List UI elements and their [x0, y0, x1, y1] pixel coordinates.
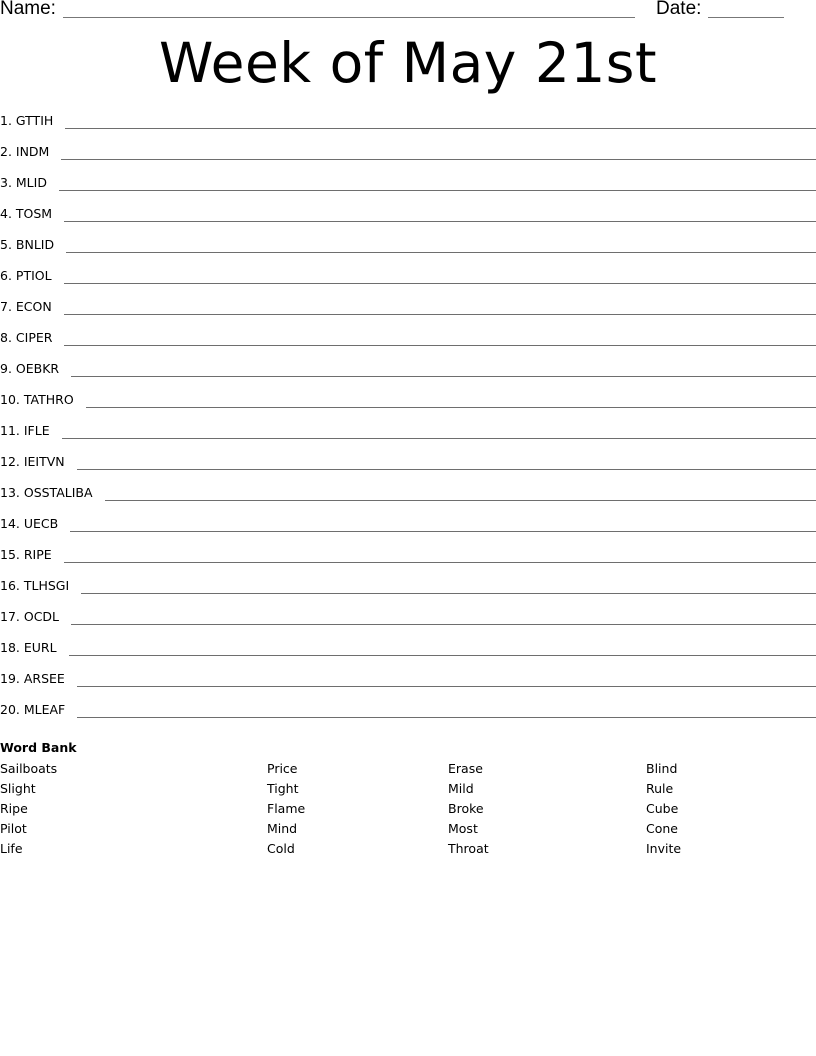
name-label: Name: — [0, 0, 56, 19]
word-bank-word: Broke — [448, 801, 484, 816]
word-bank-word: Erase — [448, 761, 483, 776]
scramble-row — [0, 701, 816, 732]
word-bank-word: Mild — [448, 781, 474, 796]
scrambled-word: 12. IEITVN — [0, 454, 65, 469]
word-bank-word: Price — [267, 761, 298, 776]
scrambled-word: 10. TATHRO — [0, 392, 74, 407]
word-bank-word: Invite — [646, 841, 682, 856]
word-bank-word: Cone — [646, 821, 678, 836]
scrambled-word: 15. RIPE — [0, 547, 52, 562]
answer-line[interactable] — [64, 546, 816, 563]
scramble-row — [0, 670, 816, 701]
scramble-row — [0, 329, 816, 360]
answer-line[interactable] — [71, 608, 816, 625]
scrambled-word: 3. MLID — [0, 175, 47, 190]
word-bank-column — [0, 759, 57, 859]
word-bank-grid — [0, 757, 816, 867]
scrambled-word: 1. GTTIH — [0, 113, 54, 128]
word-bank-word: Slight — [0, 781, 36, 796]
scrambled-word: 2. INDM — [0, 144, 50, 159]
scrambled-word: 18. EURL — [0, 640, 57, 655]
answer-line[interactable] — [64, 298, 816, 315]
answer-line[interactable] — [86, 391, 816, 408]
word-bank — [0, 739, 816, 867]
scramble-row — [0, 515, 816, 546]
scramble-row — [0, 360, 816, 391]
word-bank-word: Mind — [267, 821, 298, 836]
word-bank-word: Flame — [267, 801, 306, 816]
worksheet-header — [0, 0, 816, 22]
answer-line[interactable] — [64, 329, 816, 346]
word-bank-word: Blind — [646, 761, 678, 776]
scramble-row — [0, 143, 816, 174]
scrambled-word: 16. TLHSGI — [0, 578, 70, 593]
scramble-row — [0, 174, 816, 205]
scramble-row — [0, 236, 816, 267]
answer-line[interactable] — [77, 701, 816, 718]
scrambled-word: 7. ECON — [0, 299, 52, 314]
word-bank-word: Rule — [646, 781, 674, 796]
scrambled-word: 19. ARSEE — [0, 671, 65, 686]
scrambled-word: 4. TOSM — [0, 206, 53, 221]
answer-line[interactable] — [64, 205, 816, 222]
word-bank-word: Cube — [646, 801, 679, 816]
answer-line[interactable] — [71, 360, 816, 377]
word-bank-word: Cold — [267, 841, 295, 856]
scrambled-word: 9. OEBKR — [0, 361, 60, 376]
answer-line[interactable] — [81, 577, 816, 594]
scramble-row — [0, 267, 816, 298]
word-bank-word: Most — [448, 821, 478, 836]
scramble-row — [0, 484, 816, 515]
scramble-row — [0, 546, 816, 577]
scramble-row — [0, 298, 816, 329]
word-bank-word: Pilot — [0, 821, 27, 836]
scrambled-word: 11. IFLE — [0, 423, 50, 438]
scrambled-word: 6. PTIOL — [0, 268, 52, 283]
scramble-row — [0, 205, 816, 236]
word-bank-word: Throat — [448, 841, 489, 856]
answer-line[interactable] — [77, 453, 816, 470]
answer-line[interactable] — [66, 236, 816, 253]
scramble-row — [0, 112, 816, 143]
answer-line[interactable] — [62, 422, 816, 439]
date-field[interactable] — [708, 17, 784, 18]
word-bank-word: Ripe — [0, 801, 28, 816]
word-bank-column — [646, 759, 681, 859]
answer-line[interactable] — [61, 143, 816, 160]
scrambled-word: 8. CIPER — [0, 330, 53, 345]
word-bank-word: Tight — [267, 781, 299, 796]
scramble-row — [0, 639, 816, 670]
date-label: Date: — [656, 0, 702, 19]
word-bank-word: Sailboats — [0, 761, 58, 776]
scrambled-word: 5. BNLID — [0, 237, 55, 252]
scrambled-word: 14. UECB — [0, 516, 59, 531]
scramble-row — [0, 391, 816, 422]
word-bank-word: Life — [0, 841, 23, 856]
scramble-list — [0, 112, 816, 732]
page-title: Week of May 21st — [158, 31, 658, 95]
scramble-row — [0, 608, 816, 639]
scramble-row — [0, 453, 816, 484]
answer-line[interactable] — [59, 174, 816, 191]
answer-line[interactable] — [65, 112, 816, 129]
answer-line[interactable] — [105, 484, 816, 501]
word-bank-column — [267, 759, 305, 859]
scrambled-word: 13. OSSTALIBA — [0, 485, 93, 500]
word-bank-column — [448, 759, 489, 859]
answer-line[interactable] — [64, 267, 816, 284]
answer-line[interactable] — [77, 670, 816, 687]
answer-line[interactable] — [70, 515, 816, 532]
scramble-row — [0, 422, 816, 453]
scrambled-word: 20. MLEAF — [0, 702, 66, 717]
name-field[interactable] — [63, 17, 635, 18]
scramble-row — [0, 577, 816, 608]
answer-line[interactable] — [69, 639, 816, 656]
word-bank-title: Word Bank — [0, 740, 77, 755]
scrambled-word: 17. OCDL — [0, 609, 60, 624]
